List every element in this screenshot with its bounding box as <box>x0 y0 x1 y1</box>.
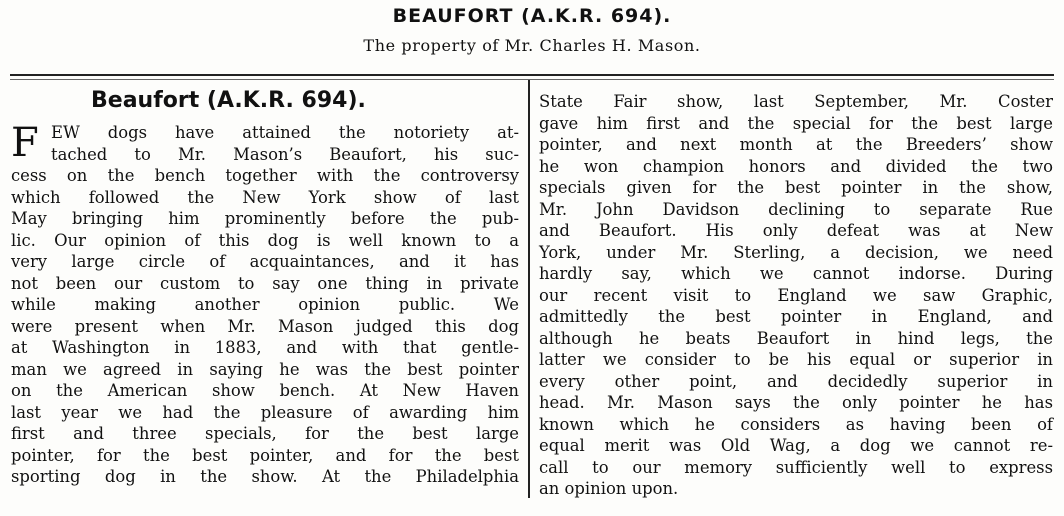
text-line: head. Mr. Mason says the only pointer he has <box>539 393 1053 412</box>
text-line: tached to Mr. Mason’s Beaufort, his suc- <box>51 144 519 164</box>
text-line: pointer, for the best pointer, and for the best <box>11 445 519 465</box>
article-column-left <box>11 88 519 488</box>
text-line: at Washington in 1883, and with that gentle- <box>11 338 519 357</box>
text-line: our recent visit to England we saw Graphic, <box>539 285 1053 305</box>
text-line: first and three specials, for the best large <box>11 424 519 443</box>
text-line: which followed the New York show of last <box>11 187 519 207</box>
caption-rule <box>10 74 1054 76</box>
text-line: and Beaufort. His only defeat was at New <box>539 221 1053 240</box>
text-line: specials given for the best pointer in the show, <box>539 178 1053 197</box>
text-line: York, under Mr. Sterling, a decision, we need <box>539 242 1053 262</box>
text-line: admittedly the best pointer in England, and <box>539 307 1053 326</box>
text-line: latter we consider to be his equal or superior in <box>539 350 1053 369</box>
article-column-right <box>539 91 1053 500</box>
text-line: gave him first and the special for the best large <box>539 113 1053 133</box>
text-line: call to our memory sufficiently well to express <box>539 457 1053 477</box>
text-line: he won champion honors and divided the two <box>539 156 1053 176</box>
caption-rule-thin <box>10 79 1054 80</box>
text-line: hardly say, which we cannot indorse. During <box>539 264 1053 283</box>
caption-subtitle: The property of Mr. Charles H. Mason. <box>363 36 701 55</box>
article-heading: Beaufort (A.K.R. 694). <box>91 88 366 113</box>
text-line: pointer, and next month at the Breeders’ show <box>539 135 1053 154</box>
caption-title: BEAUFORT (A.K.R. 694). <box>392 5 672 27</box>
text-line: sporting dog in the show. At the Philadelphia <box>11 467 519 486</box>
text-line: every other point, and decidedly superior in <box>539 371 1053 391</box>
text-line: although he beats Beaufort in hind legs, the <box>539 328 1053 348</box>
text-line: very large circle of acquaintances, and it has <box>11 252 519 271</box>
text-line: last year we had the pleasure of awarding him <box>11 402 519 422</box>
text-line: lic. Our opinion of this dog is well known to a <box>11 230 519 250</box>
drop-cap: F <box>11 120 39 166</box>
text-line: on the American show bench. At New Haven <box>11 381 519 400</box>
text-line: Mr. John Davidson declining to separate Rue <box>539 199 1053 219</box>
text-line: not been our custom to say one thing in private <box>11 273 519 293</box>
article-body-left <box>11 122 519 488</box>
text-line: May bringing him prominently before the pub- <box>11 209 519 228</box>
text-line: State Fair show, last September, Mr. Coster <box>539 92 1053 111</box>
column-divider <box>528 80 530 498</box>
text-line: man we agreed in saying he was the best pointer <box>11 359 519 379</box>
text-line: equal merit was Old Wag, a dog we cannot re- <box>539 436 1053 455</box>
text-line: EW dogs have attained the notoriety at- <box>51 123 519 142</box>
text-line: known which he considers as having been of <box>539 414 1053 434</box>
text-line: while making another opinion public. We <box>11 295 519 314</box>
text-line: cess on the bench together with the controversy <box>11 166 519 185</box>
text-line: were present when Mr. Mason judged this dog <box>11 316 519 336</box>
text-line: an opinion upon. <box>539 479 679 498</box>
